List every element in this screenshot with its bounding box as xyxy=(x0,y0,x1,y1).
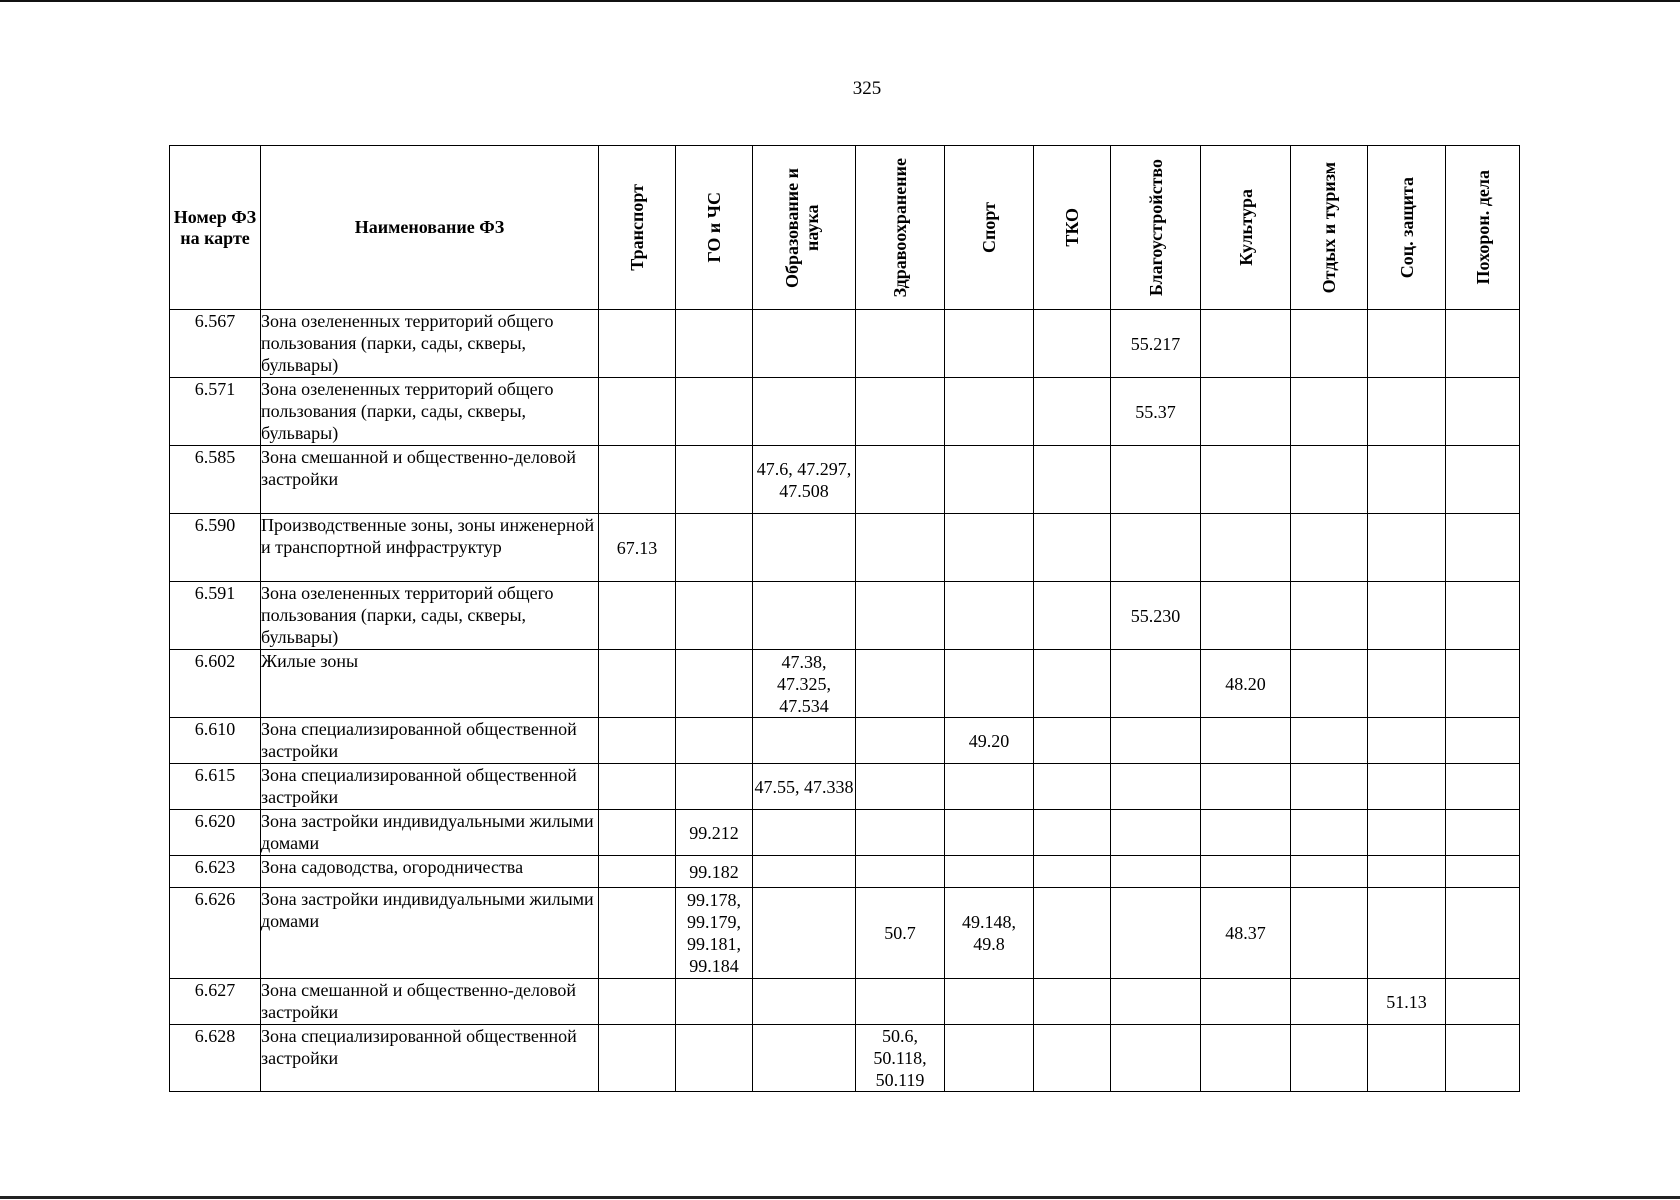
value-cell xyxy=(1034,764,1111,810)
value-cell xyxy=(1291,514,1368,582)
page-number: 325 xyxy=(852,78,882,99)
fz-name-cell: Зона специализированной общественной застройки xyxy=(261,764,599,810)
value-cell: 49.148, 49.8 xyxy=(945,888,1034,979)
value-cell xyxy=(753,810,856,856)
value-cell xyxy=(676,718,753,764)
table-row xyxy=(170,888,1520,979)
header-healthcare xyxy=(856,146,945,310)
table-row xyxy=(170,810,1520,856)
value-cell xyxy=(1111,888,1201,979)
value-cell xyxy=(1201,310,1291,378)
header-civil-defense xyxy=(676,146,753,310)
value-cell xyxy=(1446,582,1520,650)
table-row xyxy=(170,718,1520,764)
fz-name-cell: Жилые зоны xyxy=(261,650,599,718)
value-cell xyxy=(1034,856,1111,888)
value-cell xyxy=(856,979,945,1025)
table-row xyxy=(170,979,1520,1025)
value-cell xyxy=(1201,378,1291,446)
value-cell xyxy=(1446,888,1520,979)
value-cell xyxy=(1446,378,1520,446)
value-cell xyxy=(599,1025,676,1092)
value-cell xyxy=(599,856,676,888)
fz-number-cell: 6.567 xyxy=(170,310,261,378)
value-cell xyxy=(856,378,945,446)
value-cell xyxy=(1034,310,1111,378)
value-cell xyxy=(676,979,753,1025)
value-cell xyxy=(1291,310,1368,378)
value-cell xyxy=(1291,764,1368,810)
top-border-rule xyxy=(0,0,1680,2)
value-cell xyxy=(945,446,1034,514)
value-cell xyxy=(1291,582,1368,650)
value-cell xyxy=(1111,718,1201,764)
header-row xyxy=(170,146,1520,310)
value-cell xyxy=(753,718,856,764)
value-cell xyxy=(1111,1025,1201,1092)
fz-name-cell: Зона смешанной и общественно-деловой застройки xyxy=(261,979,599,1025)
value-cell xyxy=(856,856,945,888)
value-cell xyxy=(1111,810,1201,856)
value-cell: 51.13 xyxy=(1368,979,1446,1025)
value-cell xyxy=(1201,979,1291,1025)
value-cell xyxy=(599,310,676,378)
value-cell xyxy=(1111,979,1201,1025)
value-cell xyxy=(1111,446,1201,514)
value-cell xyxy=(1368,764,1446,810)
header-label: ТКО xyxy=(1062,208,1082,247)
value-cell xyxy=(599,810,676,856)
zones-table xyxy=(169,145,1520,1092)
value-cell xyxy=(1368,446,1446,514)
value-cell xyxy=(945,650,1034,718)
value-cell xyxy=(1034,810,1111,856)
value-cell xyxy=(1368,856,1446,888)
value-cell xyxy=(1201,514,1291,582)
value-cell xyxy=(1446,810,1520,856)
value-cell: 99.178, 99.179, 99.181, 99.184 xyxy=(676,888,753,979)
value-cell xyxy=(1291,378,1368,446)
value-cell xyxy=(1446,446,1520,514)
fz-number-cell: 6.627 xyxy=(170,979,261,1025)
value-cell xyxy=(1291,1025,1368,1092)
header-social-protection xyxy=(1368,146,1446,310)
header-label: Благоустройство xyxy=(1145,158,1166,297)
fz-number-cell: 6.585 xyxy=(170,446,261,514)
value-cell xyxy=(1034,1025,1111,1092)
fz-number-cell: 6.610 xyxy=(170,718,261,764)
header-improvement xyxy=(1111,146,1201,310)
table-row xyxy=(170,1025,1520,1092)
value-cell xyxy=(676,446,753,514)
value-cell xyxy=(1111,650,1201,718)
header-fz-name: Наименование ФЗ xyxy=(261,146,599,310)
value-cell xyxy=(676,764,753,810)
header-education xyxy=(753,146,856,310)
fz-name-cell: Зона специализированной общественной застройки xyxy=(261,1025,599,1092)
fz-number-cell: 6.590 xyxy=(170,514,261,582)
value-cell xyxy=(1291,446,1368,514)
value-cell xyxy=(676,1025,753,1092)
fz-name-cell: Производственные зоны, зоны инженерной и транспортной инфраструктур xyxy=(261,514,599,582)
value-cell xyxy=(1368,514,1446,582)
header-sport xyxy=(945,146,1034,310)
value-cell xyxy=(1201,764,1291,810)
value-cell xyxy=(599,979,676,1025)
value-cell xyxy=(1111,514,1201,582)
value-cell xyxy=(599,378,676,446)
value-cell xyxy=(1201,856,1291,888)
table-row xyxy=(170,764,1520,810)
header-label: Здравоохранение xyxy=(890,157,910,298)
value-cell xyxy=(856,446,945,514)
value-cell xyxy=(753,310,856,378)
value-cell xyxy=(945,764,1034,810)
value-cell xyxy=(1034,446,1111,514)
value-cell xyxy=(1201,718,1291,764)
fz-name-cell: Зона садоводства, огородничества xyxy=(261,856,599,888)
value-cell xyxy=(676,650,753,718)
header-label: Спорт xyxy=(979,202,999,253)
header-label: Соц. защита xyxy=(1396,176,1417,279)
value-cell xyxy=(1034,650,1111,718)
header-label: Транспорт xyxy=(627,184,647,271)
value-cell xyxy=(1291,810,1368,856)
value-cell: 99.212 xyxy=(676,810,753,856)
value-cell xyxy=(945,856,1034,888)
value-cell xyxy=(1368,718,1446,764)
table-row xyxy=(170,582,1520,650)
value-cell xyxy=(753,856,856,888)
value-cell: 50.6, 50.118, 50.119 xyxy=(856,1025,945,1092)
header-transport xyxy=(599,146,676,310)
value-cell xyxy=(1368,650,1446,718)
value-cell xyxy=(1291,856,1368,888)
value-cell xyxy=(1034,582,1111,650)
header-culture xyxy=(1201,146,1291,310)
value-cell xyxy=(676,310,753,378)
value-cell xyxy=(1368,310,1446,378)
value-cell: 49.20 xyxy=(945,718,1034,764)
value-cell: 47.55, 47.338 xyxy=(753,764,856,810)
value-cell xyxy=(856,310,945,378)
value-cell xyxy=(1291,888,1368,979)
fz-number-cell: 6.591 xyxy=(170,582,261,650)
value-cell xyxy=(1446,650,1520,718)
value-cell xyxy=(945,979,1034,1025)
table-row xyxy=(170,856,1520,888)
fz-number-cell: 6.623 xyxy=(170,856,261,888)
value-cell xyxy=(1111,856,1201,888)
header-label: Отдых и туризм xyxy=(1319,161,1339,294)
value-cell xyxy=(856,718,945,764)
value-cell xyxy=(1368,888,1446,979)
value-cell xyxy=(753,888,856,979)
header-label: ГО и ЧС xyxy=(704,192,724,263)
value-cell xyxy=(1446,310,1520,378)
value-cell xyxy=(945,378,1034,446)
value-cell xyxy=(753,378,856,446)
header-funeral xyxy=(1446,146,1520,310)
fz-name-cell: Зона застройки индивидуальными жилыми домами xyxy=(261,810,599,856)
fz-number-cell: 6.602 xyxy=(170,650,261,718)
value-cell xyxy=(599,650,676,718)
fz-name-cell: Зона смешанной и общественно-деловой застройки xyxy=(261,446,599,514)
value-cell xyxy=(1291,718,1368,764)
value-cell xyxy=(599,446,676,514)
value-cell: 55.217 xyxy=(1111,310,1201,378)
fz-number-cell: 6.620 xyxy=(170,810,261,856)
value-cell xyxy=(1446,514,1520,582)
fz-number-cell: 6.615 xyxy=(170,764,261,810)
value-cell xyxy=(1201,582,1291,650)
value-cell xyxy=(676,514,753,582)
value-cell xyxy=(599,718,676,764)
value-cell xyxy=(945,582,1034,650)
value-cell xyxy=(599,888,676,979)
value-cell xyxy=(753,1025,856,1092)
value-cell: 99.182 xyxy=(676,856,753,888)
value-cell: 50.7 xyxy=(856,888,945,979)
value-cell xyxy=(945,1025,1034,1092)
value-cell xyxy=(1034,718,1111,764)
value-cell xyxy=(1446,979,1520,1025)
value-cell xyxy=(856,810,945,856)
value-cell xyxy=(599,764,676,810)
value-cell xyxy=(676,378,753,446)
value-cell xyxy=(599,582,676,650)
value-cell xyxy=(1368,582,1446,650)
fz-number-cell: 6.628 xyxy=(170,1025,261,1092)
value-cell: 55.37 xyxy=(1111,378,1201,446)
value-cell: 55.230 xyxy=(1111,582,1201,650)
value-cell xyxy=(1368,378,1446,446)
fz-name-cell: Зона озелененных территорий общего пользования (парки, сады, скверы, бульвары) xyxy=(261,310,599,378)
value-cell xyxy=(1446,856,1520,888)
value-cell xyxy=(945,514,1034,582)
value-cell: 48.20 xyxy=(1201,650,1291,718)
fz-name-cell: Зона озелененных территорий общего пользования (парки, сады, скверы, бульвары) xyxy=(261,582,599,650)
value-cell xyxy=(753,979,856,1025)
value-cell xyxy=(1034,979,1111,1025)
value-cell xyxy=(1034,378,1111,446)
value-cell xyxy=(1368,1025,1446,1092)
header-label: Культура xyxy=(1235,189,1256,266)
value-cell xyxy=(856,650,945,718)
fz-number-cell: 6.626 xyxy=(170,888,261,979)
header-label: Образование и наука xyxy=(782,167,822,288)
value-cell xyxy=(1291,979,1368,1025)
value-cell xyxy=(856,764,945,810)
value-cell xyxy=(856,582,945,650)
value-cell xyxy=(1368,810,1446,856)
value-cell xyxy=(1446,764,1520,810)
value-cell xyxy=(753,514,856,582)
value-cell xyxy=(1446,1025,1520,1092)
fz-name-cell: Зона озелененных территорий общего пользования (парки, сады, скверы, бульвары) xyxy=(261,378,599,446)
table-row xyxy=(170,650,1520,718)
value-cell xyxy=(945,310,1034,378)
header-fz-number: Номер ФЗ на карте xyxy=(170,146,261,310)
value-cell: 67.13 xyxy=(599,514,676,582)
value-cell xyxy=(1291,650,1368,718)
value-cell xyxy=(1201,446,1291,514)
bottom-border-rule xyxy=(0,1196,1680,1199)
value-cell xyxy=(856,514,945,582)
value-cell xyxy=(753,582,856,650)
value-cell: 48.37 xyxy=(1201,888,1291,979)
table-row xyxy=(170,446,1520,514)
header-label: Похорон. дела xyxy=(1472,170,1493,285)
value-cell xyxy=(1034,888,1111,979)
value-cell xyxy=(1201,810,1291,856)
header-waste xyxy=(1034,146,1111,310)
fz-number-cell: 6.571 xyxy=(170,378,261,446)
header-leisure-tourism xyxy=(1291,146,1368,310)
value-cell xyxy=(1201,1025,1291,1092)
fz-name-cell: Зона специализированной общественной застройки xyxy=(261,718,599,764)
value-cell xyxy=(1034,514,1111,582)
value-cell xyxy=(945,810,1034,856)
table-row xyxy=(170,378,1520,446)
fz-name-cell: Зона застройки индивидуальными жилыми домами xyxy=(261,888,599,979)
table-row xyxy=(170,310,1520,378)
value-cell xyxy=(1446,718,1520,764)
value-cell xyxy=(676,582,753,650)
table-row xyxy=(170,514,1520,582)
value-cell: 47.6, 47.297, 47.508 xyxy=(753,446,856,514)
value-cell xyxy=(1111,764,1201,810)
value-cell: 47.38, 47.325, 47.534 xyxy=(753,650,856,718)
